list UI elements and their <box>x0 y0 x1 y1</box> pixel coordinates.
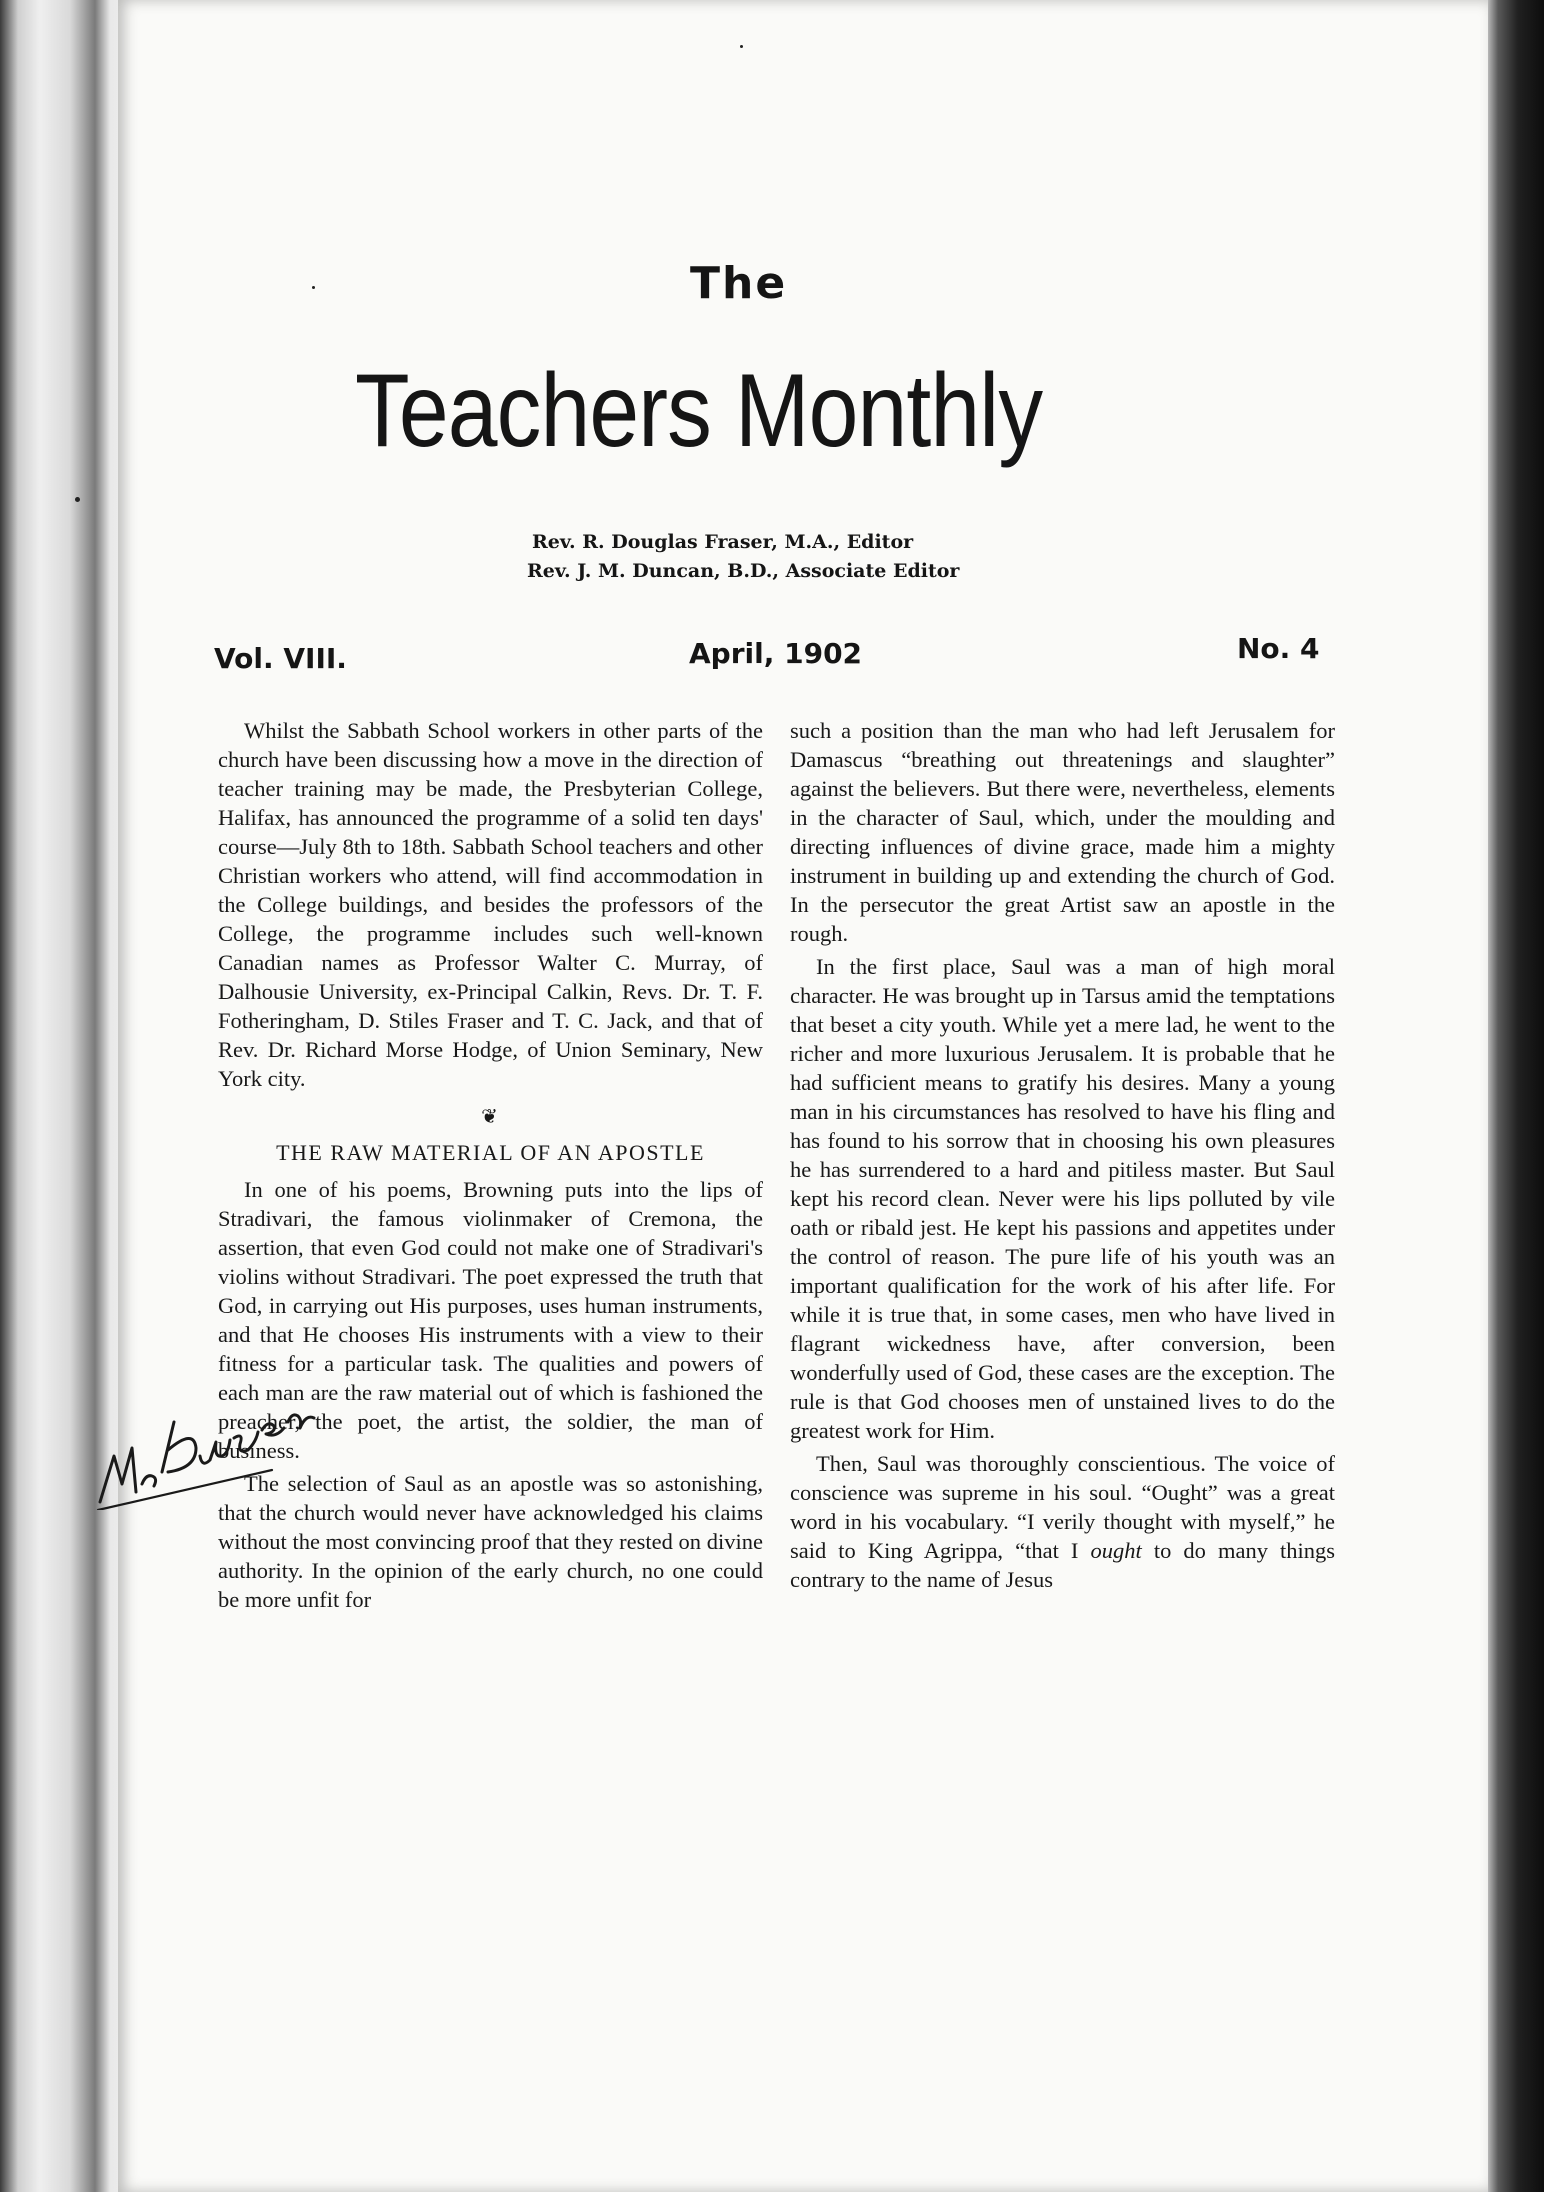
article-paragraph <box>790 1449 1335 1594</box>
editor-line: Rev. R. Douglas Fraser, M.A., Editor <box>532 531 914 553</box>
issue-number: No. 4 <box>1237 632 1320 665</box>
scan-speck <box>75 497 80 502</box>
associate-editor-line: Rev. J. M. Duncan, B.D., Associate Editor <box>527 560 960 582</box>
editorial-paragraph: Whilst the Sabbath School workers in other parts of the church have been discussing how a move in the direction of teacher training may be made, the Presbyterian College, Halifax, has announced the programme of a solid ten days' course—July 8th to 18th. Sabbath School teachers and other Christian workers who attend, will find accommodation in the College buildings, and besides the professors of the College, the programme includes such well-known Canadian names as Professor Walter C. Murray, of Dalhousie University, ex-Principal Calkin, Revs. Dr. T. F. Fotheringham, D. Stiles Fraser and T. C. Jack, and that of Rev. Dr. Richard Morse Hodge, of Union Seminary, New York city. <box>218 718 763 1091</box>
masthead-the: The <box>690 258 788 309</box>
scan-speck <box>740 45 743 48</box>
article-paragraph: In one of his poems, Browning puts into the lips of Stradivari, the famous violinmaker of Cremona, the assertion, that even God could not make one of Stradivari's violins without Stradivari. The poet expressed the truth that God, in carrying out His purposes, uses human instruments, and that He chooses His instruments with a view to their fitness for a particular task. The qualities and powers of each man are the raw material out of which is fashioned the preacher, the poet, the artist, the soldier, the man of business. <box>218 1177 763 1463</box>
masthead-title: Teachers Monthly <box>355 353 1043 469</box>
binding-edge <box>0 0 135 2192</box>
section-ornament: ❦ <box>481 1106 500 1128</box>
volume-label: Vol. VIII. <box>214 642 347 675</box>
article-paragraph: The selection of Saul as an apostle was so astonishing, that the church would never have acknowledged his claims without the most convincing proof that they rested on divine authority. In the opinion of the early church, no one could be more unfit for <box>218 1471 763 1612</box>
article-paragraph: such a position than the man who had left Jerusalem for Damascus “breathing out threatenings and slaughter” against the believers. But there were, nevertheless, elements in the character of Saul, which, under the moulding and directing influences of divine grace, made him a mighty instrument in building up and extending the church of God. In the persecutor the great Artist saw an apostle in the rough. <box>790 718 1335 946</box>
article-paragraph: In the first place, Saul was a man of high moral character. He was brought up in Tarsus amid the temptations that beset a city youth. While yet a mere lad, he went to the richer and more luxurious Jerusalem. It is probable that he had sufficient means to gratify his desires. Many a young man in his circumstances has resolved to have his fling and has found to his sorrow that in choosing his own pleasures he has surrendered to a hard and pitiless master. But Saul kept his record clean. Never were his lips polluted by vile oath or ribald jest. He kept his passions and appetites under the control of reason. The pure life of his youth was an important qualification for the work of his after life. For while it is true that, in some cases, men who have lived in flagrant wickedness have, after conversion, been wonderfully used of God, these cases are the exception. The rule is that God chooses men of unstained lives to do the greatest work for Him. <box>790 954 1335 1443</box>
emphasized-word: ought <box>1090 1538 1142 1563</box>
text-run: Then, Saul was thoroughly conscientious. The voice of conscience was supreme in his soul. “Ought” was a great word in his vocabulary. “I verily thought with myself,” he said to King Agrippa, “that I <box>790 1451 1335 1563</box>
handwritten-annotation <box>92 1360 332 1510</box>
text-run: to do many things contrary to the name of Jesus <box>790 1538 1336 1592</box>
page-right-edge <box>1488 0 1544 2192</box>
scan-speck <box>312 286 315 289</box>
right-column <box>790 716 1335 1594</box>
section-heading: THE RAW MATERIAL OF AN APOSTLE <box>276 1140 705 1165</box>
issue-date: April, 1902 <box>689 637 863 670</box>
